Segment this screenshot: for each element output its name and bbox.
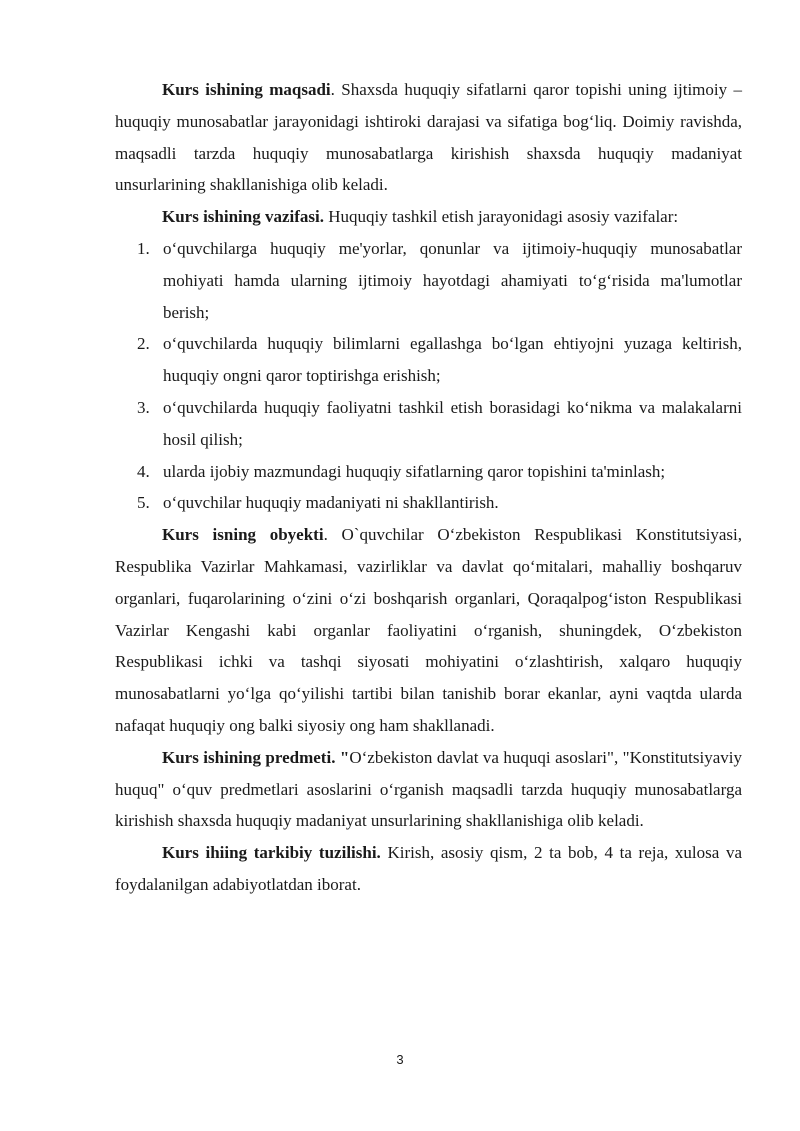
list-item [115, 487, 742, 519]
list-item-text: ularda ijobiy mazmundagi huquqiy sifatlarning qaror topishini ta'minlash; [163, 461, 666, 481]
heading-tuzilish: Kurs ihiing tarkibiy tuzilishi. [162, 843, 381, 863]
heading-predmet: Kurs ishining predmeti. " [162, 747, 350, 767]
heading-maqsad: Kurs ishining maqsadi [162, 80, 331, 99]
list-item-number: 1. [137, 238, 150, 258]
list-item-text: o‘quvchilar huquqiy madaniyati ni shakllantirish. [163, 493, 499, 513]
list-item-text: o‘quvchilarda huquqiy faoliyatni tashkil etish borasidagi ko‘nikma va malakalarni hosil qilish; [163, 397, 742, 449]
heading-obyekt: Kurs isning obyekti [162, 525, 324, 545]
list-item-number: 4. [137, 461, 150, 481]
list-item [115, 456, 742, 488]
text-predmet: O‘zbekiston davlat va huquqi asoslari", "Konstitutsiyaviy huquq" o‘quv predmetlari asoslarini o‘rganish maqsadli tarzda huquqiy munosabatlarga kirishish shaxsda huquqiy madaniyat unsurlarining shakllanishiga olib keladi. [115, 747, 742, 831]
list-item [115, 233, 742, 328]
paragraph-tuzilish [115, 837, 742, 901]
heading-vazifa: Kurs ishining vazifasi. [162, 207, 325, 227]
text-vazifa: Huquqiy tashkil etish jarayonidagi asosiy vazifalar: [324, 207, 679, 227]
paragraph-maqsad [115, 74, 742, 201]
text-obyekt: . O`quvchilar O‘zbekiston Respublikasi Konstitutsiyasi, Respublika Vazirlar Mahkamasi, vazirliklar va davlat qo‘mitalari, mahalliy boshqaruv organlari, fuqarolarining o‘zini o‘zi boshqarish organlari, Qoraqalpog‘iston Respublikasi Vazirlar Kengashi kabi organlar faoliyatini o‘rganish, shuningdek, O‘zbekiston Respublikasi ichki va tashqi siyosati mohiyatini o‘zlashtirish, xalqaro huquqiy munosabatlarni yo‘lga qo‘yilishi tartibi bilan tanishib borar ekanlar, ayni vaqtda ularda nafaqat huquqiy ong balki siyosiy ong ham shakllanadi. [115, 525, 742, 735]
list-item-number: 2. [137, 334, 150, 354]
paragraph-predmet [115, 742, 742, 837]
list-item-text: o‘quvchilarda huquqiy bilimlarni egallashga bo‘lgan ehtiyojni yuzaga keltirish, huquqiy ongni qaror toptirishga erishish; [163, 334, 742, 386]
list-item-number: 5. [137, 493, 150, 513]
document-page [115, 74, 742, 901]
list-item-number: 3. [137, 397, 150, 417]
text-tuzilish: Kirish, asosiy qism, 2 ta bob, 4 ta reja, xulosa va foydalanilgan adabiyotlatdan iborat. [115, 843, 742, 894]
list-item-text: o‘quvchilarga huquqiy me'yorlar, qonunlar va ijtimoiy-huquqiy munosabatlar mohiyati hamda ularning ijtimoiy hayotdagi ahamiyati to‘g‘risida ma'lumotlar berish; [163, 238, 742, 322]
paragraph-vazifa [115, 201, 742, 233]
list-item [115, 328, 742, 392]
list-item [115, 392, 742, 456]
text-maqsad: . Shaxsda huquqiy sifatlarni qaror topishi uning ijtimoiy – huquqiy munosabatlar jarayonidagi ishtiroki darajasi va sifatiga bog‘liq. Doimiy ravishda, maqsadli tarzda huquqiy munosabatlarga kirishish shaxsda huquqiy madaniyat unsurlarining shakllanishiga olib keladi. [115, 80, 742, 195]
task-list [115, 233, 742, 519]
paragraph-obyekt [115, 519, 742, 742]
page-number: 3 [396, 1052, 404, 1067]
